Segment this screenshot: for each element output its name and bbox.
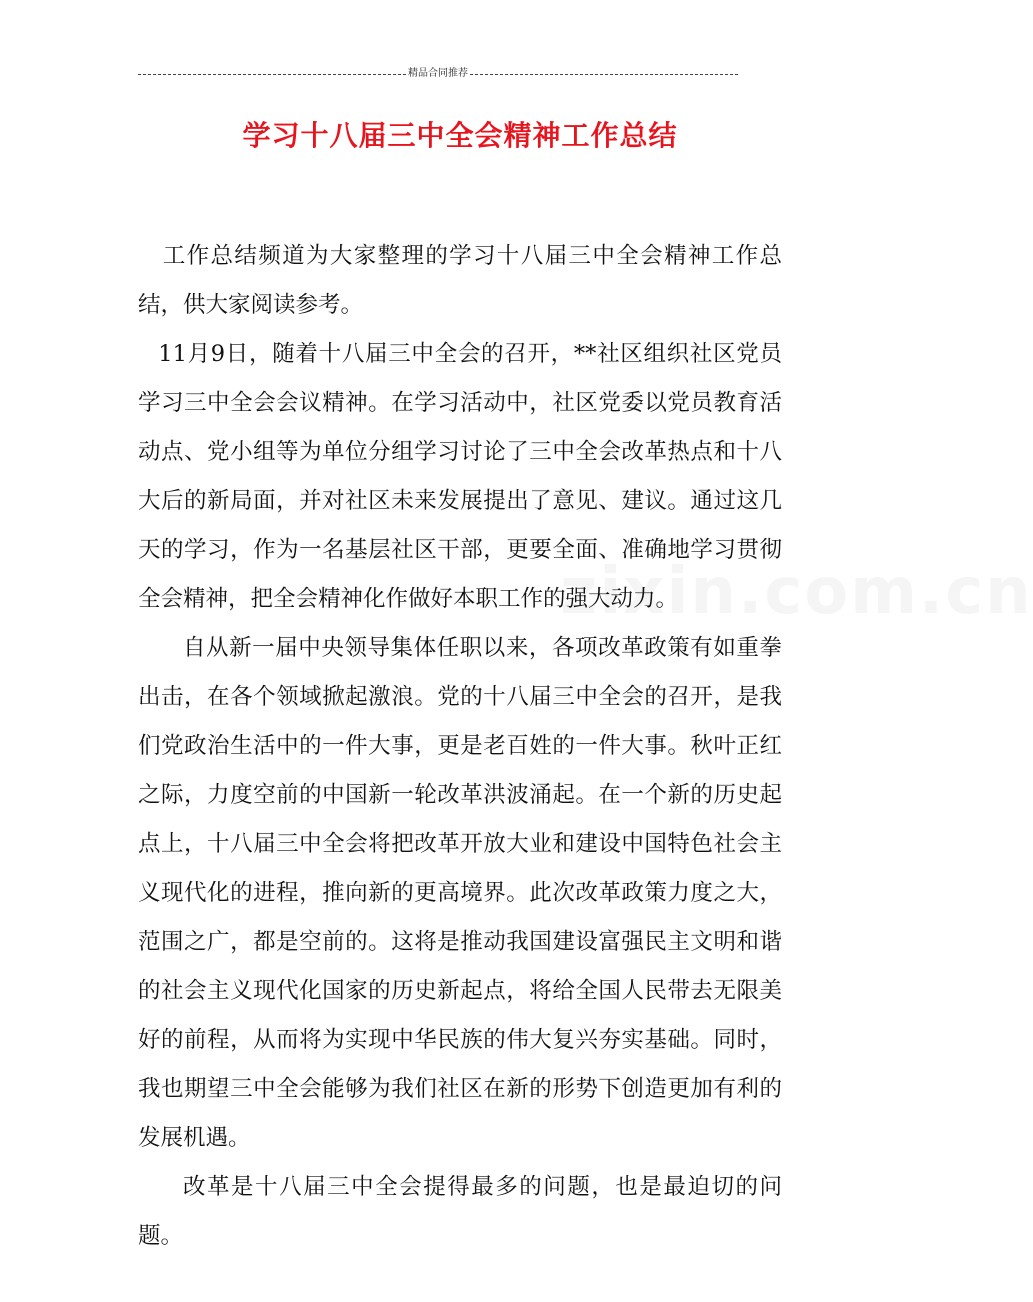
- paragraph-3: 自从新一届中央领导集体任职以来，各项改革政策有如重拳出击，在各个领域掀起激浪。党的十八届三中全会的召开，是我们党政治生活中的一件大事，更是老百姓的一件大事。秋叶正红之际，力度空前的中国新一轮改革洪波涌起。在一个新的历史起点上，十八届三中全会将把改革开放大业和建设中国特色社会主义现代化的进程，推向新的更高境界。此次改革政策力度之大，范围之广，都是空前的。这将是推动我国建设富强民主文明和谐的社会主义现代化国家的历史新起点，将给全国人民带去无限美好的前程，从而将为实现中华民族的伟大复兴夯实基础。同时，我也期望三中全会能够为我们社区在新的形势下创造更加有利的发展机遇。: [138, 635, 782, 1151]
- header-label: 精品合同推荐: [408, 68, 468, 79]
- paragraph-1: 工作总结频道为大家整理的学习十八届三中全会精神工作总结，供大家阅读参考。: [138, 243, 782, 318]
- header-dash-right: [470, 74, 738, 75]
- paragraph-2: 11月9日，随着十八届三中全会的召开，**社区组织社区党员学习三中全会会议精神。在学习活动中，社区党委以党员教育活动点、党小组等为单位分组学习讨论了三中全会改革热点和十八大后的新局面，并对社区未来发展提出了意见、建议。通过这几天的学习，作为一名基层社区干部，更要全面、准确地学习贯彻全会精神，把全会精神化作做好本职工作的强大动力。: [138, 341, 782, 612]
- document-body: [138, 232, 782, 1261]
- document-title: 学习十八届三中全会精神工作总结: [242, 119, 678, 152]
- page-header: [138, 66, 738, 82]
- watermark: zixin.com.cn: [560, 555, 1033, 629]
- header-dash-left: [138, 74, 406, 75]
- paragraph-4: 改革是十八届三中全会提得最多的问题，也是最迫切的问题。: [138, 1174, 782, 1249]
